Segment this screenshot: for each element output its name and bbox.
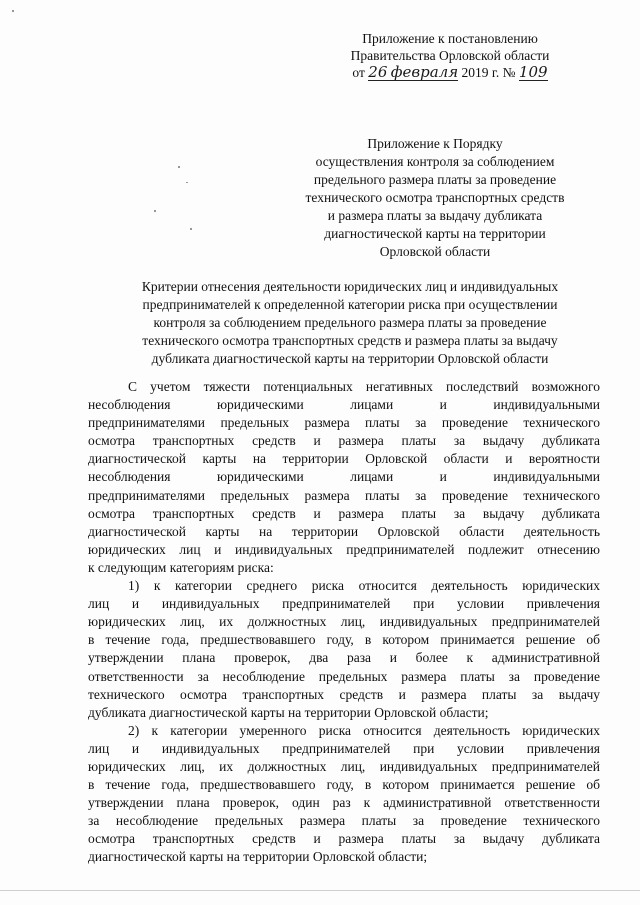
body-line: 2) к категории умеренного риска относится деятельность юридических [128, 722, 600, 738]
document-body [88, 378, 600, 867]
body-line: утверждении плана проверок, два раза и более к административной [88, 650, 600, 666]
scan-speck [178, 166, 180, 168]
body-line: ответственности за несоблюдение предельных размера платы за проведение [88, 668, 600, 684]
title-line: контроля за соблюдением предельного размера платы за проведение [153, 315, 547, 330]
body-line: юридических лиц, их должностных лиц, индивидуальных предпринимателей [88, 758, 600, 774]
doc-number: 109 [518, 63, 548, 81]
body-line: технического осмотра транспортных средств и размера платы за выдачу [88, 686, 600, 702]
body-line: юридических лиц и индивидуальных предпринимателей подлежит отнесению [88, 541, 600, 557]
header-line-2: Правительства Орловской области [350, 48, 550, 63]
body-line: диагностической карты на территории Орловской области деятельность [88, 523, 600, 539]
scan-speck [12, 10, 14, 12]
document-title [80, 278, 620, 368]
title-line: Критерии отнесения деятельности юридических лиц и индивидуальных [141, 279, 559, 294]
annex-line: технического осмотра транспортных средств [305, 190, 565, 205]
date-day: 26 [368, 63, 388, 81]
annex-line: диагностической карты на территории [324, 226, 546, 241]
body-line: лиц и индивидуальных предпринимателей при условии привлечения [88, 596, 600, 612]
scan-speck [154, 210, 156, 212]
body-line: дубликата диагностической карты на территории Орловской области; [88, 704, 489, 720]
handwritten-date [368, 65, 458, 81]
body-line: осмотра транспортных средств и размера платы за выдачу дубликата [88, 505, 600, 521]
annex-line: осуществления контроля за соблюдением [315, 154, 555, 169]
annex-line: Приложение к Порядку [367, 136, 503, 151]
body-line: С учетом тяжести потенциальных негативных последствий возможного [128, 379, 600, 394]
annex-line: предельного размера платы за проведение [313, 172, 557, 187]
body-line: лиц и индивидуальных предпринимателей при условии привлечения [88, 740, 600, 756]
annex-line: и размера платы за выдачу дубликата [327, 208, 543, 223]
body-line: утверждении плана проверок, один раз к административной ответственности [88, 795, 600, 811]
body-line: юридических лиц, их должностных лиц, индивидуальных предпринимателей [88, 614, 600, 630]
date-year: 2019 г. № [461, 65, 516, 80]
title-line: дубликата диагностической карты на территории Орловской области [151, 351, 549, 366]
title-line: предпринимателей к определенной категории риска при осуществлении [142, 297, 558, 312]
scan-speck [190, 228, 192, 230]
body-line: в течение года, предшествовавшего году, в котором принимается решение об [88, 632, 600, 648]
resolution-reference [300, 30, 600, 81]
body-line: несоблюдения юридическими лицами и индивидуальными [88, 469, 600, 485]
body-line: диагностической карты на территории Орловской области и вероятности [88, 451, 600, 467]
scan-speck [186, 182, 188, 183]
body-line: к следующим категориям риска: [88, 559, 274, 575]
annex-reference [270, 135, 600, 261]
header-date-line [300, 64, 600, 81]
header-line-1: Приложение к постановлению [362, 31, 538, 46]
body-line: в течение года, предшествовавшего году, в котором принимается решение об [88, 777, 600, 793]
title-line: технического осмотра транспортных средств и размера платы за выдачу [142, 333, 558, 348]
handwritten-number [519, 65, 548, 81]
body-line: диагностической карты на территории Орловской области; [88, 849, 428, 865]
date-prefix: от [352, 65, 365, 80]
scan-edge-line [0, 890, 640, 891]
body-line: осмотра транспортных средств и размера платы за выдачу дубликата [88, 433, 600, 449]
body-line: за несоблюдение предельных размера платы за проведение технического [88, 813, 600, 829]
body-line: несоблюдения юридическими лицами и индивидуальными [88, 397, 600, 413]
body-line: предпринимателями предельных размера платы за проведение технического [88, 415, 600, 431]
body-line: осмотра транспортных средств и размера платы за выдачу дубликата [88, 831, 600, 847]
annex-line: Орловской области [379, 244, 491, 259]
body-line: предпринимателями предельных размера платы за проведение технического [88, 487, 600, 503]
date-month: февраля [390, 63, 459, 81]
body-line: 1) к категории среднего риска относится деятельность юридических [128, 578, 600, 594]
